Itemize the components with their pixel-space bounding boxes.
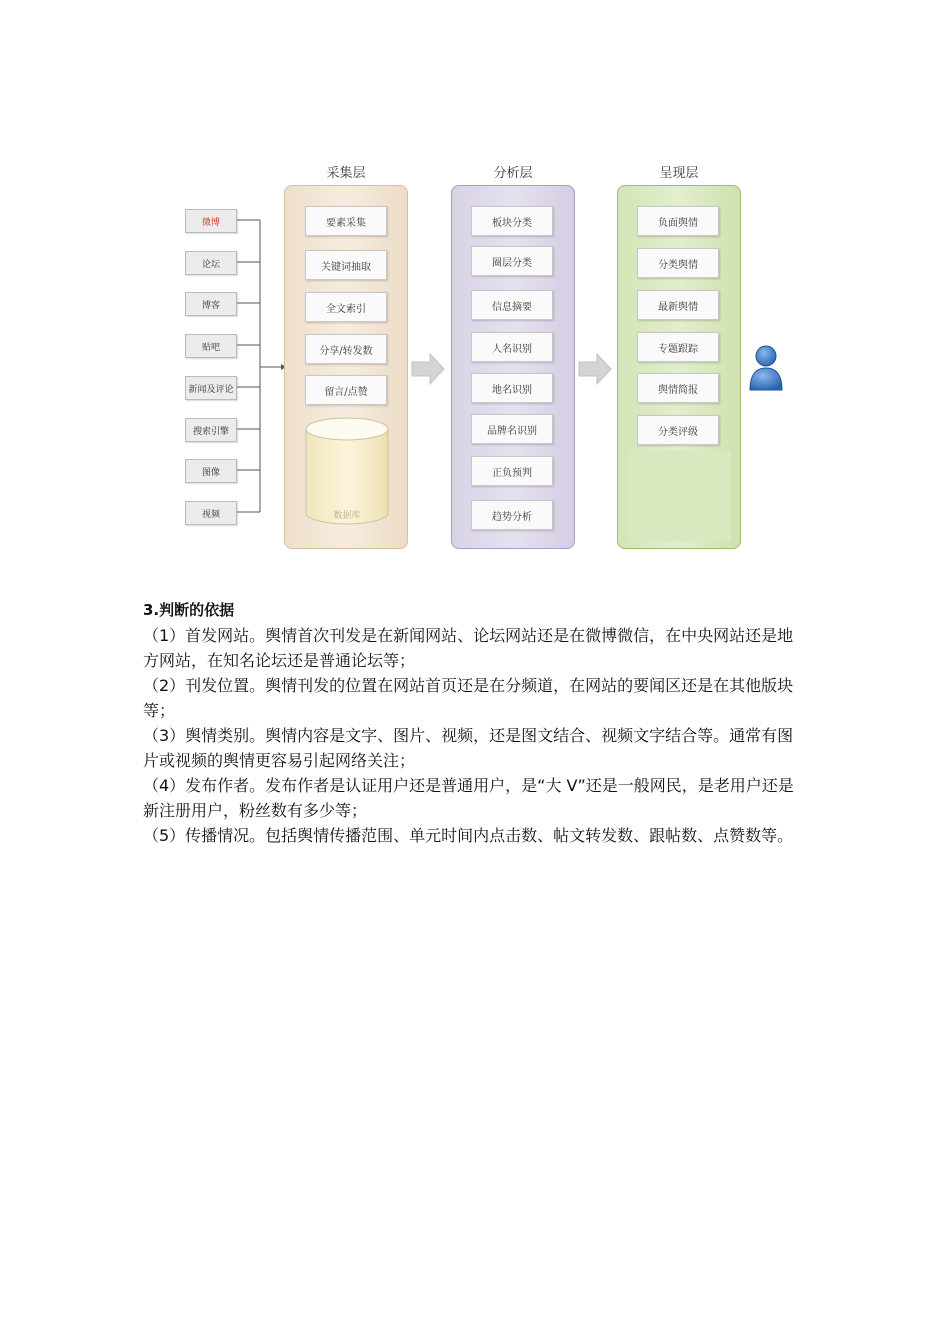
source-news-comments: 新闻及评论 — [185, 376, 237, 400]
layer-title-collect: 采集层 — [326, 166, 366, 181]
paragraph: （4）发布作者。发布作者是认证用户还是普通用户，是“大 V”还是一般网民，是老用户还是新注册用户，粉丝数有多少等； — [143, 776, 794, 820]
analyze-item: 信息摘要 — [471, 290, 553, 320]
analyze-item: 地名识别 — [471, 373, 553, 403]
panel-analyze-layer — [451, 185, 575, 549]
present-item: 负面舆情 — [637, 206, 719, 236]
collect-item: 关键词抽取 — [305, 250, 387, 280]
analyze-item: 圈层分类 — [471, 246, 553, 276]
layer-title-present: 呈现层 — [659, 166, 699, 181]
analyze-item: 趋势分析 — [471, 500, 553, 530]
user-icon — [748, 344, 784, 392]
present-item: 最新舆情 — [637, 290, 719, 320]
collect-item: 全文索引 — [305, 292, 387, 322]
present-item: 分类舆情 — [637, 248, 719, 278]
layer-title-analyze: 分析层 — [493, 166, 533, 181]
source-forum: 论坛 — [185, 251, 237, 275]
collect-item: 留言/点赞 — [305, 375, 387, 405]
source-video: 视频 — [185, 501, 237, 525]
present-item: 舆情简报 — [637, 373, 719, 403]
paragraph: （1）首发网站。舆情首次刊发是在新闻网站、论坛网站还是在微博微信，在中央网站还是地方网站，在知名论坛还是普通论坛等； — [143, 626, 794, 670]
analyze-item: 板块分类 — [471, 206, 553, 236]
analyze-item: 人名识别 — [471, 332, 553, 362]
arrow-analyze-to-present — [579, 354, 611, 384]
paragraph: （3）舆情类别。舆情内容是文字、图片、视频，还是图文结合、视频文字结合等。通常有图片或视频的舆情更容易引起网络关注； — [143, 726, 794, 770]
source-weibo: 微博 — [185, 209, 237, 233]
present-item: 分类评级 — [637, 415, 719, 445]
architecture-diagram — [0, 0, 950, 570]
source-blog: 博客 — [185, 292, 237, 316]
database-label: 数据库 — [333, 511, 361, 521]
paragraph: （5）传播情况。包括舆情传播范围、单元时间内点击数、帖文转发数、跟帖数、点赞数等。 — [143, 826, 794, 845]
analyze-item: 正负预判 — [471, 456, 553, 486]
source-search-engine: 搜索引擎 — [185, 418, 237, 442]
judgment-basis-section — [143, 598, 809, 848]
present-item: 专题跟踪 — [637, 332, 719, 362]
collect-item: 要素采集 — [305, 206, 387, 236]
section-heading: 3.判断的依据 — [143, 601, 235, 619]
source-tieba: 贴吧 — [185, 334, 237, 358]
collect-item: 分享/转发数 — [305, 334, 387, 364]
source-image: 图像 — [185, 459, 237, 483]
arrow-collect-to-analyze — [412, 354, 444, 384]
present-panel-blank-area — [627, 451, 731, 541]
analyze-item: 品牌名识别 — [471, 414, 553, 444]
paragraph: （2）刊发位置。舆情刊发的位置在网站首页还是在分频道，在网站的要闻区还是在其他版块等； — [143, 676, 794, 720]
